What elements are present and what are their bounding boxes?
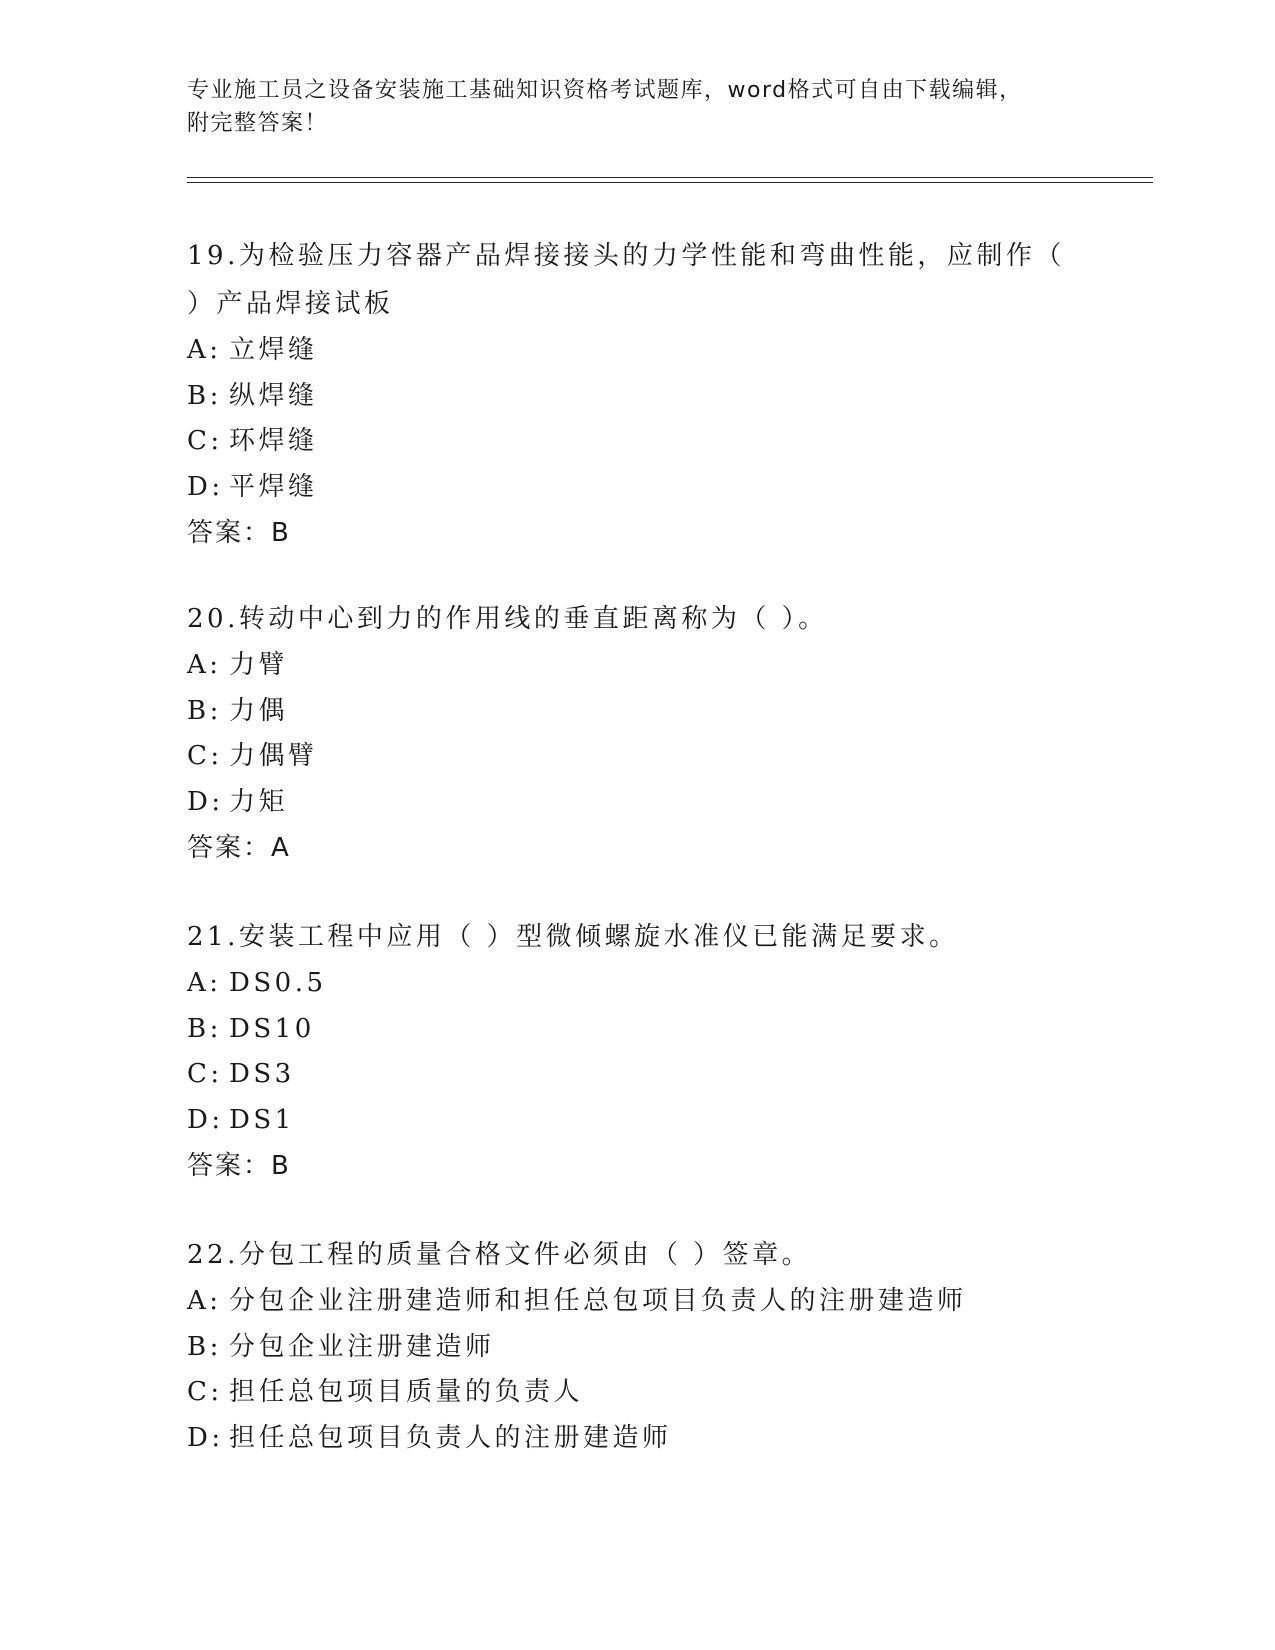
answer-line: 答案：B [187, 518, 291, 548]
option-letter: C: [187, 1059, 223, 1089]
option-text: 立焊缝 [229, 335, 318, 365]
option-c [187, 1052, 1087, 1098]
option-text: 力偶臂 [229, 741, 318, 771]
question-stem: 22.分包工程的质量合格文件必须由（ ）签章。 [187, 1240, 812, 1270]
question-stem: 21.安装工程中应用（ ）型微倾螺旋水准仪已能满足要求。 [187, 922, 959, 952]
option-a [187, 328, 1087, 374]
option-letter: A: [187, 968, 222, 998]
option-letter: C: [187, 741, 223, 771]
option-text: 分包企业注册建造师 [229, 1331, 495, 1362]
option-letter: B: [187, 695, 222, 726]
question-22 [187, 1231, 1087, 1461]
question-stem: 19.为检验压力容器产品焊接接头的力学性能和弯曲性能，应制作（ ）产品焊接试板 [187, 241, 1065, 319]
option-letter: A: [187, 1286, 222, 1316]
option-text: DS10 [229, 1013, 315, 1044]
question-21 [187, 913, 1087, 1189]
option-b [187, 1325, 1087, 1371]
option-c [187, 1370, 1087, 1416]
option-a [187, 1279, 1087, 1325]
option-b [187, 374, 1087, 420]
option-d [187, 1098, 1087, 1144]
document-header [187, 74, 1087, 140]
option-letter: D: [187, 786, 224, 817]
header-line-2: 附完整答案！ [187, 111, 329, 136]
option-letter: C: [187, 426, 223, 456]
option-letter: D: [187, 471, 224, 502]
option-letter: B: [187, 1331, 222, 1362]
option-b [187, 689, 1087, 735]
option-a [187, 961, 1087, 1007]
answer-line: 答案：A [187, 833, 291, 863]
option-text: 环焊缝 [229, 426, 318, 456]
option-text: 担任总包项目负责人的注册建造师 [229, 1422, 672, 1453]
question-stem: 20.转动中心到力的作用线的垂直距离称为（ ）。 [187, 604, 828, 634]
option-letter: B: [187, 380, 222, 411]
header-divider-bottom [187, 182, 1153, 183]
option-text: 平焊缝 [229, 471, 318, 502]
option-text: 力偶 [229, 695, 289, 726]
header-line-1: 专业施工员之设备安装施工基础知识资格考试题库，word格式可自由下载编辑， [187, 78, 1023, 103]
option-letter: C: [187, 1377, 223, 1407]
option-d [187, 465, 1087, 511]
option-letter: A: [187, 650, 222, 680]
option-letter: D: [187, 1422, 224, 1453]
option-letter: B: [187, 1013, 222, 1044]
header-divider-top [187, 177, 1153, 178]
option-text: 力矩 [229, 786, 289, 817]
option-text: 纵焊缝 [229, 380, 318, 411]
option-text: DS0.5 [229, 968, 327, 998]
option-d [187, 780, 1087, 826]
option-text: DS3 [229, 1059, 295, 1089]
option-b [187, 1007, 1087, 1053]
option-letter: D: [187, 1104, 224, 1135]
option-d [187, 1416, 1087, 1462]
option-text: 分包企业注册建造师和担任总包项目负责人的注册建造师 [229, 1286, 967, 1316]
option-letter: A: [187, 335, 222, 365]
question-20 [187, 595, 1087, 871]
option-text: 担任总包项目质量的负责人 [229, 1377, 584, 1407]
question-19 [187, 232, 1087, 556]
option-text: DS1 [229, 1104, 295, 1135]
option-a [187, 643, 1087, 689]
answer-line: 答案：B [187, 1151, 291, 1181]
option-text: 力臂 [229, 650, 289, 680]
option-c [187, 419, 1087, 465]
option-c [187, 734, 1087, 780]
